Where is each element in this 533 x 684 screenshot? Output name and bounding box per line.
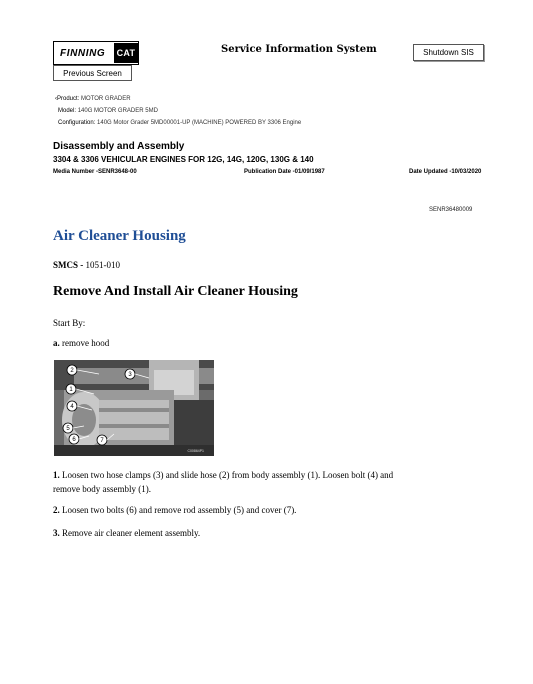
section-subtitle: 3304 & 3306 VEHICULAR ENGINES FOR 12G, 14G, 120G, 130G & 140	[53, 155, 314, 164]
step-1	[53, 468, 393, 482]
product-value: MOTOR GRADER	[81, 96, 131, 102]
callout-3: 3	[128, 372, 132, 378]
callout-6: 6	[72, 437, 76, 443]
callout-1: 1	[69, 387, 73, 393]
step-1-continued	[53, 482, 151, 496]
finning-cat-logo	[53, 41, 139, 65]
step-2	[53, 503, 296, 517]
publication-date: Publication Date -01/09/1987	[244, 169, 325, 175]
step-1-text: Loosen two hose clamps (3) and slide hose (2) from body assembly (1). Loosen bolt (4) and	[62, 470, 394, 480]
previous-screen-button[interactable]: Previous Screen	[53, 65, 132, 81]
step-1-number: 1.	[53, 470, 60, 480]
article-subheading: Remove And Install Air Cleaner Housing	[53, 284, 298, 299]
model-label: Model:	[58, 108, 77, 114]
media-number: Media Number -SENR3648-00	[53, 169, 137, 175]
model-value: 140G MOTOR GRADER 5MD	[77, 108, 158, 114]
configuration-value: 140G Motor Grader 5MD00001-UP (MACHINE) POWERED BY 3306 Engine	[97, 120, 302, 126]
smcs-code	[53, 260, 120, 270]
callout-5: 5	[66, 426, 70, 432]
product-label: Product:	[57, 96, 80, 102]
step-2-number: 2.	[53, 505, 60, 515]
callout-7: 7	[100, 438, 104, 444]
pre-step	[53, 336, 109, 350]
step-3-text: Remove air cleaner element assembly.	[62, 528, 201, 538]
date-updated: Date Updated -10/03/2020	[409, 169, 482, 175]
logo-word: FINNING	[60, 47, 106, 59]
callout-2: 2	[70, 368, 74, 374]
smcs-value: 1051-010	[85, 260, 121, 270]
configuration-label: Configuration:	[58, 120, 96, 126]
product-line	[55, 96, 131, 102]
shutdown-sis-button[interactable]: Shutdown SIS	[413, 44, 484, 61]
pre-step-text: remove hood	[62, 338, 110, 348]
step-3	[53, 526, 200, 540]
configuration-line	[58, 120, 301, 126]
step-1-text-continued: remove body assembly (1).	[53, 484, 151, 494]
pre-step-label: a.	[53, 338, 60, 348]
document-id: SENR36480009	[429, 207, 473, 213]
air-cleaner-photo	[54, 360, 214, 456]
section-title: Disassembly and Assembly	[53, 141, 185, 152]
start-by-label: Start By:	[53, 318, 86, 328]
model-line	[58, 108, 158, 114]
back-arrow-icon[interactable]: ‹	[55, 96, 57, 102]
smcs-label: SMCS -	[53, 260, 84, 270]
callout-4: 4	[70, 404, 74, 410]
article-heading: Air Cleaner Housing	[53, 228, 186, 244]
cat-logo-mark: CAT	[114, 43, 138, 63]
image-caption: C00864P1	[187, 449, 204, 453]
step-3-number: 3.	[53, 528, 60, 538]
step-2-text: Loosen two bolts (6) and remove rod assembly (5) and cover (7).	[62, 505, 297, 515]
page-title: Service Information System	[221, 44, 377, 55]
